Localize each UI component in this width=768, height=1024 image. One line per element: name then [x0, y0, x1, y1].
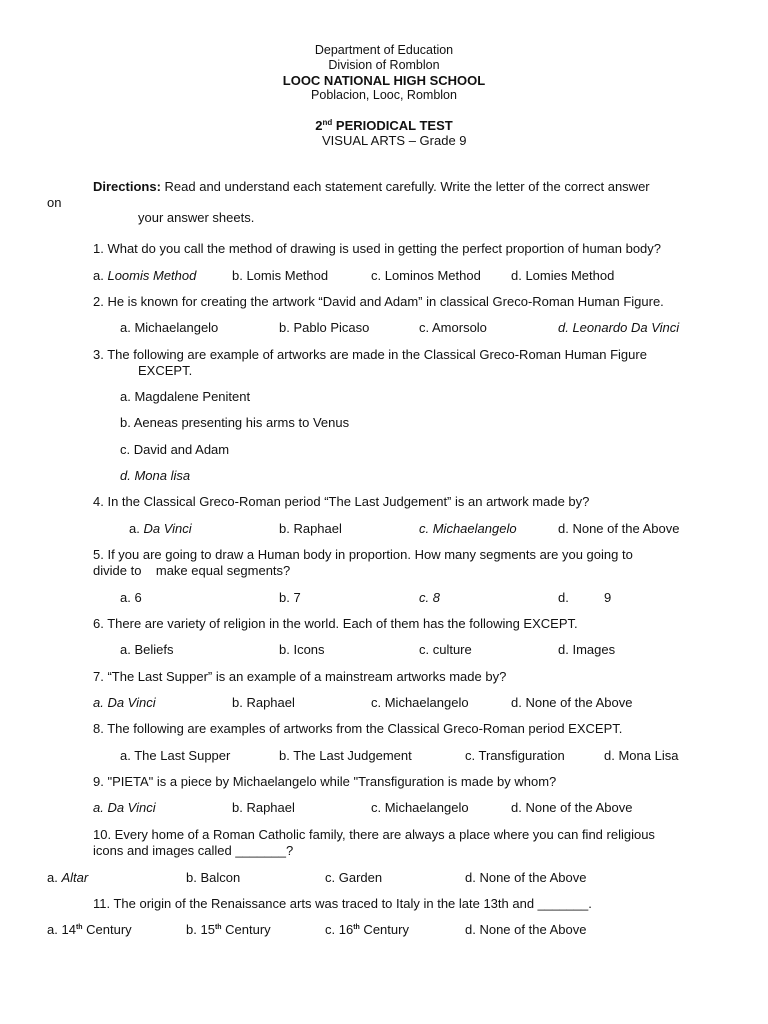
- q9-option-c: c. Michaelangelo: [371, 800, 469, 815]
- q2-option-a: a. Michaelangelo: [120, 320, 219, 335]
- directions-continuation: your answer sheets.: [138, 210, 255, 225]
- q11-option-b-suffix: th: [214, 924, 222, 931]
- q1-option-a-text: Loomis Method: [107, 268, 197, 283]
- question-2: 2. He is known for creating the artwork “David and Adam” in classical Greco-Roman Human Figure.: [93, 294, 664, 309]
- q11-option-c: [325, 922, 409, 938]
- q7-option-a: a. Da Vinci: [93, 695, 156, 710]
- q11-option-b-letter: b.: [186, 922, 201, 937]
- question-1: 1. What do you call the method of drawing is used in getting the perfect proportion of human body?: [93, 241, 662, 256]
- q1-option-a-letter: a.: [93, 268, 108, 283]
- question-4: 4. In the Classical Greco-Roman period “The Last Judgement” is an artwork made by?: [93, 494, 590, 509]
- q5-option-a: a. 6: [120, 590, 142, 605]
- q5-option-b: b. 7: [279, 590, 301, 605]
- directions-label: Directions:: [93, 179, 161, 194]
- division-line: Division of Romblon: [328, 58, 440, 72]
- q3-option-b: b. Aeneas presenting his arms to Venus: [120, 415, 350, 430]
- q3-option-d: d. Mona lisa: [120, 468, 191, 483]
- q11-option-b: [186, 922, 271, 938]
- q11-option-c-century: Century: [359, 922, 409, 937]
- q10-option-a-letter: a.: [47, 870, 62, 885]
- subject-line: VISUAL ARTS – Grade 9: [322, 133, 467, 148]
- q8-option-c: c. Transfiguration: [465, 748, 565, 763]
- directions-wrap: on: [47, 195, 62, 210]
- question-11: 11. The origin of the Renaissance arts was traced to Italy in the late 13th and _______.: [93, 896, 592, 911]
- q4-option-a: [129, 521, 192, 537]
- school-address: Poblacion, Looc, Romblon: [311, 88, 457, 102]
- q8-option-b: b. The Last Judgement: [279, 748, 412, 763]
- q6-option-a: a. Beliefs: [120, 642, 174, 657]
- q4-option-c: c. Michaelangelo: [419, 521, 517, 536]
- question-9: 9. "PIETA" is a piece by Michaelangelo while "Transfiguration is made by whom?: [93, 774, 557, 789]
- test-number-suffix: nd: [322, 118, 333, 127]
- q10-option-a: [47, 870, 88, 886]
- q11-option-c-letter: c.: [325, 922, 339, 937]
- question-10-continuation: icons and images called _______?: [93, 843, 294, 858]
- question-3: 3. The following are example of artworks are made in the Classical Greco-Roman Human Figure: [93, 347, 647, 362]
- q4-option-a-letter: a.: [129, 521, 144, 536]
- q4-option-d: d. None of the Above: [558, 521, 680, 536]
- q6-option-b: b. Icons: [279, 642, 325, 657]
- q5-option-d: d.: [558, 590, 569, 605]
- q11-option-c-number: 16: [338, 922, 354, 937]
- q9-option-a: a. Da Vinci: [93, 800, 156, 815]
- q11-option-a-letter: a.: [47, 922, 62, 937]
- q11-option-c-suffix: th: [353, 924, 360, 931]
- q4-option-a-text: Da Vinci: [143, 521, 192, 536]
- q11-option-a-century: Century: [82, 922, 132, 937]
- q7-option-c: c. Michaelangelo: [371, 695, 469, 710]
- q2-option-c: c. Amorsolo: [419, 320, 487, 335]
- question-3-continuation: EXCEPT.: [138, 363, 193, 378]
- question-5-continuation: divide to make equal segments?: [93, 563, 291, 578]
- q1-option-d: d. Lomies Method: [511, 268, 615, 283]
- school-name: LOOC NATIONAL HIGH SCHOOL: [282, 73, 486, 88]
- q3-option-a: a. Magdalene Penitent: [120, 389, 251, 404]
- q10-option-c: c. Garden: [325, 870, 383, 885]
- question-5: 5. If you are going to draw a Human body in proportion. How many segments are you going to: [93, 547, 633, 562]
- q6-option-d: d. Images: [558, 642, 616, 657]
- q8-option-a: a. The Last Supper: [120, 748, 231, 763]
- question-7: 7. “The Last Supper” is an example of a mainstream artworks made by?: [93, 669, 507, 684]
- department-line: Department of Education: [314, 43, 454, 57]
- q6-option-c: c. culture: [419, 642, 472, 657]
- test-title-text: PERIODICAL TEST: [332, 118, 453, 133]
- q11-option-a-suffix: th: [75, 924, 83, 931]
- q2-option-d: d. Leonardo Da Vinci: [558, 320, 680, 335]
- q9-option-b: b. Raphael: [232, 800, 295, 815]
- q8-option-d: d. Mona Lisa: [604, 748, 679, 763]
- q3-option-c: c. David and Adam: [120, 442, 230, 457]
- test-number: 2: [315, 118, 323, 133]
- q5-option-c: c. 8: [419, 590, 440, 605]
- q5-option-d-value: 9: [604, 590, 612, 605]
- q11-option-b-century: Century: [221, 922, 271, 937]
- q9-option-d: d. None of the Above: [511, 800, 633, 815]
- q11-option-d: d. None of the Above: [465, 922, 587, 937]
- q11-option-a: [47, 922, 132, 938]
- q10-option-d: d. None of the Above: [465, 870, 587, 885]
- question-10: 10. Every home of a Roman Catholic family, there are always a place where you can find religious: [93, 827, 655, 842]
- q4-option-b: b. Raphael: [279, 521, 342, 536]
- directions-text: Read and understand each statement carefully. Write the letter of the correct answer: [160, 179, 650, 194]
- q11-option-b-number: 15: [200, 922, 215, 937]
- q1-option-a: [93, 268, 196, 284]
- q1-option-b: b. Lomis Method: [232, 268, 329, 283]
- q10-option-b: b. Balcon: [186, 870, 241, 885]
- question-6: 6. There are variety of religion in the world. Each of them has the following EXCEPT.: [93, 616, 578, 631]
- q7-option-d: d. None of the Above: [511, 695, 633, 710]
- question-8: 8. The following are examples of artworks from the Classical Greco-Roman period EXCEPT.: [93, 721, 623, 736]
- q2-option-b: b. Pablo Picaso: [279, 320, 370, 335]
- q7-option-b: b. Raphael: [232, 695, 295, 710]
- q10-option-a-text: Altar: [61, 870, 89, 885]
- q1-option-c: c. Lominos Method: [371, 268, 481, 283]
- q11-option-a-number: 14: [61, 922, 76, 937]
- test-title: [0, 118, 768, 133]
- directions-line: [93, 179, 650, 195]
